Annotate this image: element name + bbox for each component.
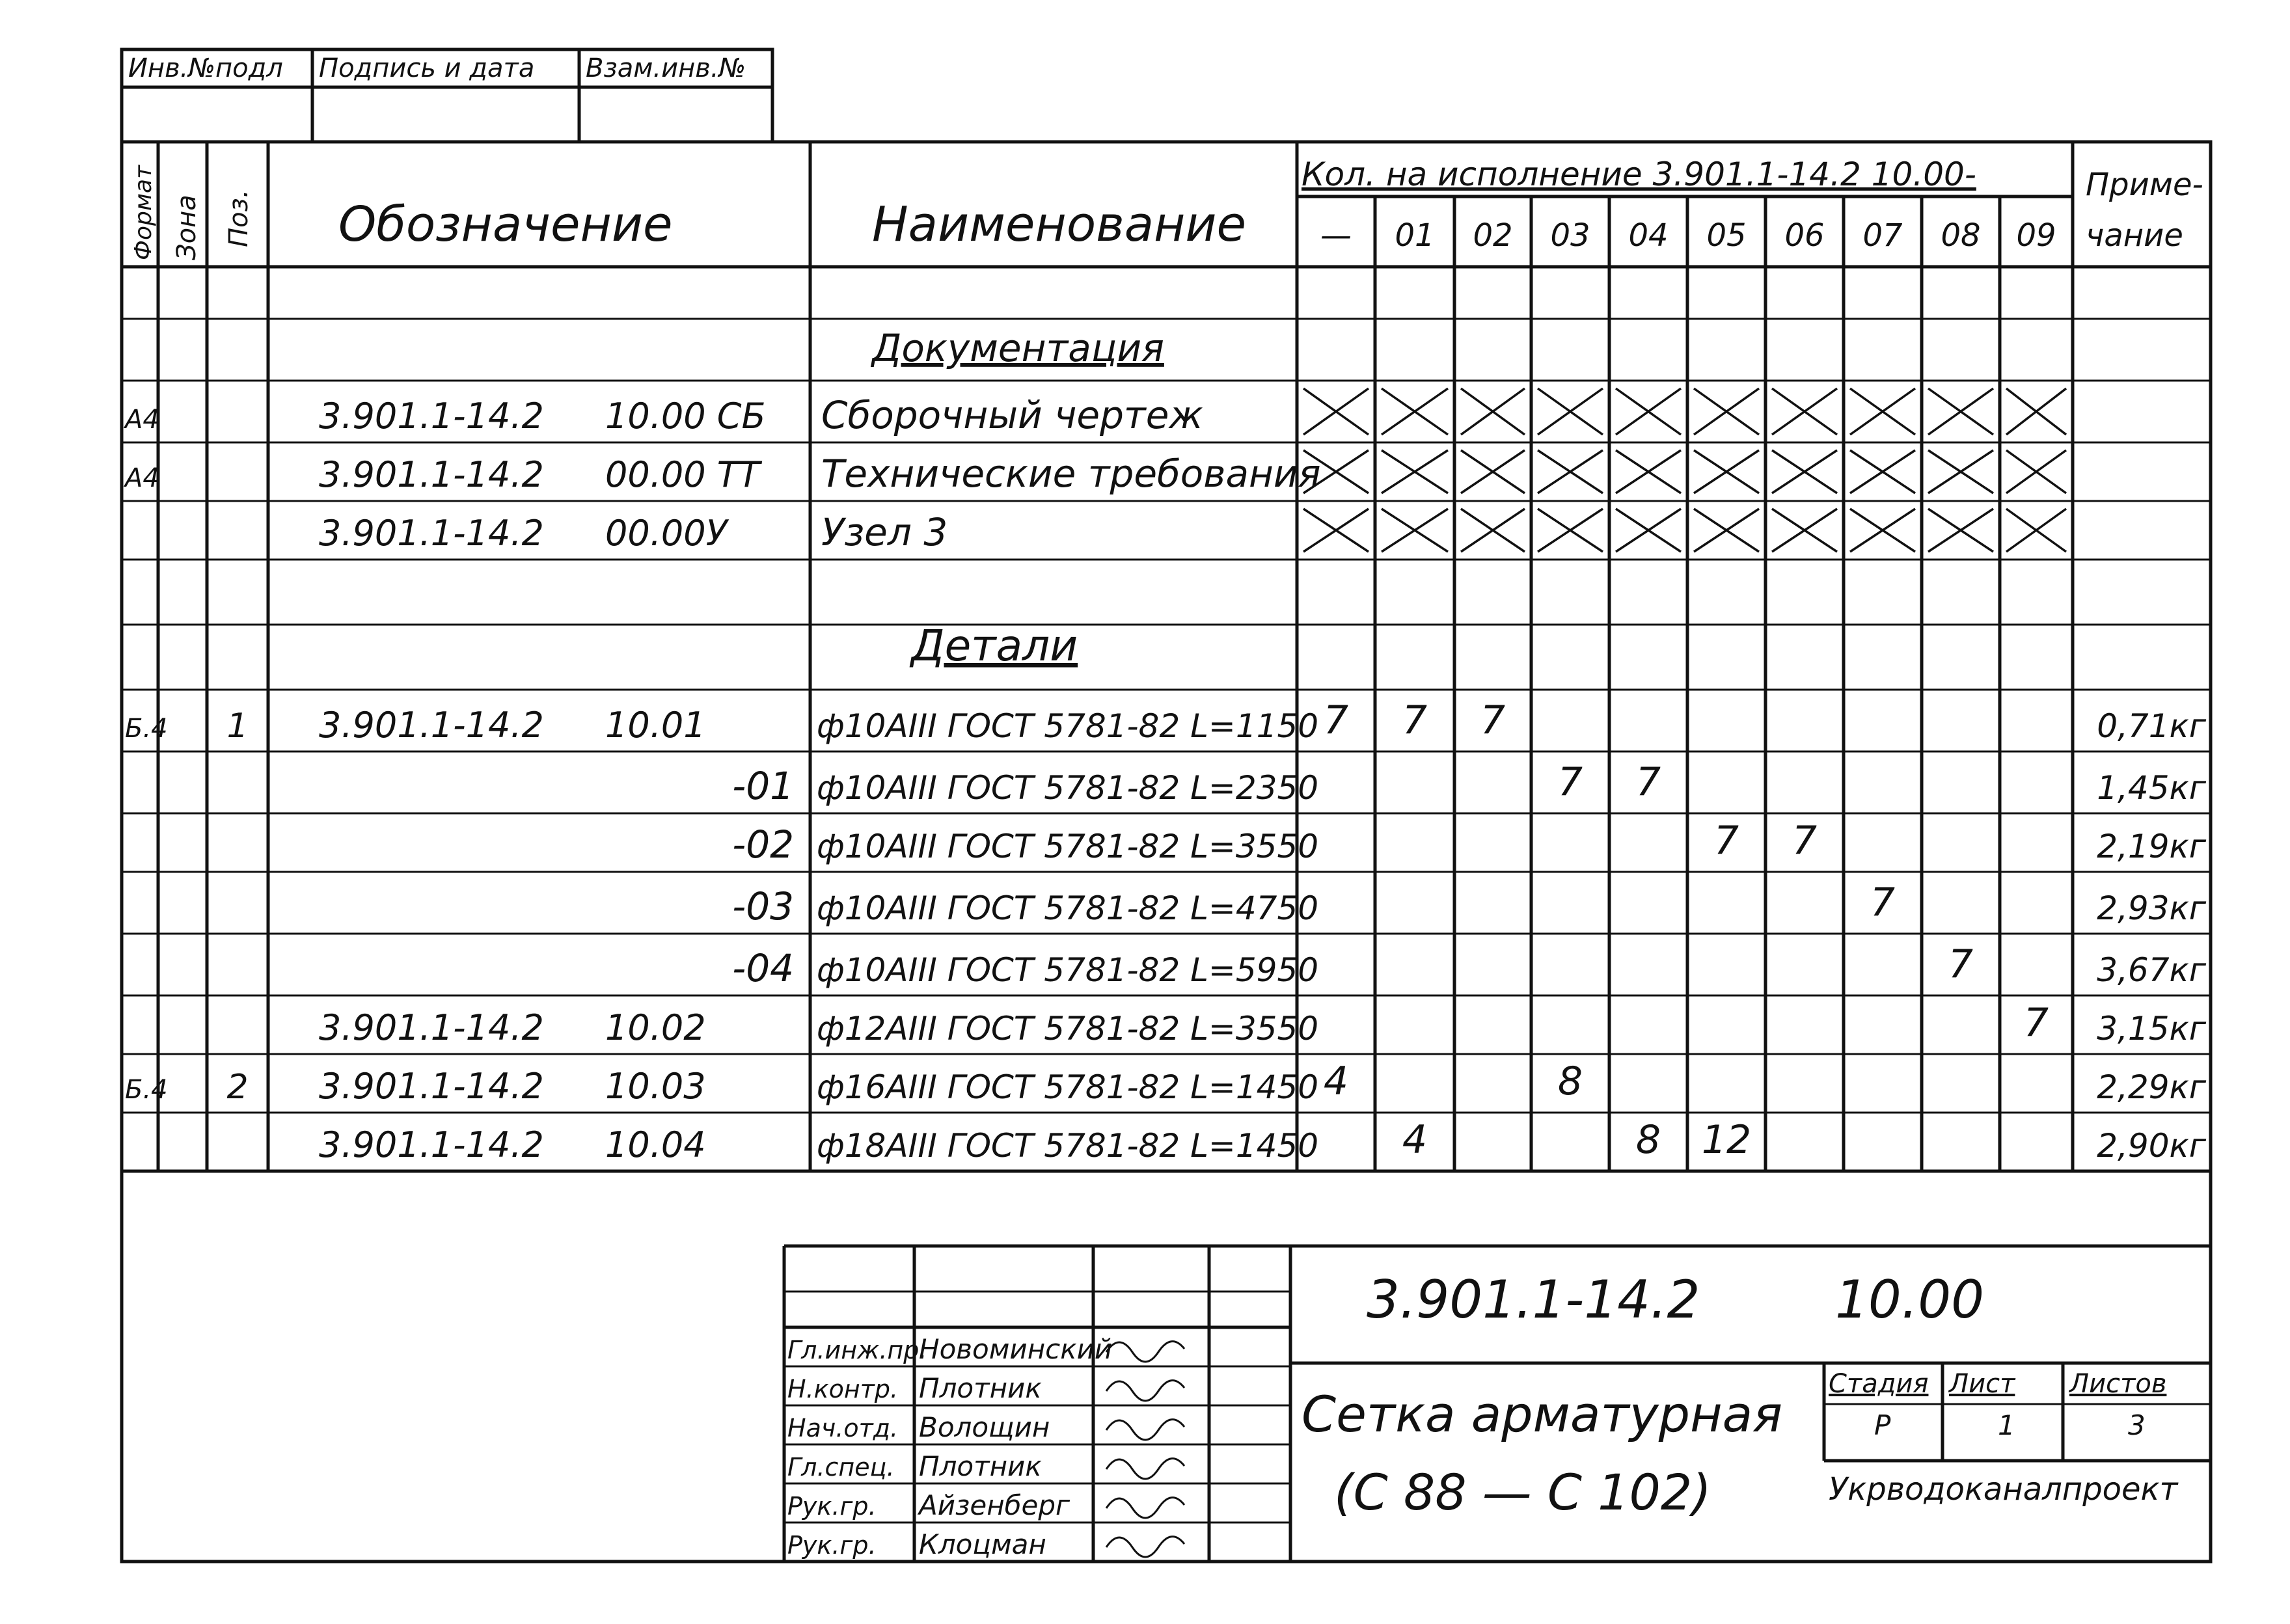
archive-stamp — [122, 49, 772, 142]
detail-mass: 2,90кг — [2097, 1127, 2206, 1165]
cross-mark — [1694, 450, 1759, 493]
cross-mark — [1928, 509, 1993, 552]
detail-pos: 2 — [226, 1068, 249, 1107]
cross-mark — [1616, 450, 1681, 493]
section-details: Детали — [911, 621, 1078, 671]
sheet-value: 1 — [1998, 1409, 2015, 1441]
qty-value: 7 — [1713, 818, 1739, 863]
header-designation: Обозначение — [338, 196, 673, 252]
header-name: Наименование — [872, 196, 1247, 252]
signer-role: Н.контр. — [787, 1375, 899, 1403]
doc-name: Технические требования — [821, 452, 1321, 496]
cross-mark — [1928, 388, 1993, 435]
header-pos: Поз. — [224, 189, 254, 247]
cross-mark — [1461, 450, 1525, 493]
detail-mass: 0,71кг — [2097, 707, 2206, 745]
organization: Укрводоканалпроект — [1829, 1471, 2178, 1508]
detail-format: Б.4 — [125, 1075, 168, 1105]
signer-name: Плотник — [919, 1450, 1042, 1482]
cross-mark — [2006, 450, 2066, 493]
detail-code: 10.01 — [605, 705, 706, 746]
detail-code: -02 — [732, 822, 794, 867]
signer-role: Гл.инж.пр. — [787, 1336, 927, 1364]
cross-mark — [1928, 450, 1993, 493]
sheet-label: Лист — [1949, 1369, 2015, 1399]
title-name-line1: Сетка арматурная — [1302, 1385, 1782, 1443]
sheets-label: Листов — [2069, 1369, 2167, 1399]
variant-label: 01 — [1395, 217, 1435, 254]
title-block — [784, 1246, 2211, 1562]
signer-name: Волощин — [919, 1411, 1050, 1443]
doc-designation: 3.901.1-14.2 — [319, 513, 544, 554]
cross-mark — [1616, 388, 1681, 435]
doc-name: Сборочный чертеж — [821, 393, 1203, 437]
detail-code: 10.04 — [605, 1124, 706, 1165]
variant-label: 03 — [1550, 217, 1590, 254]
qty-value: 7 — [2023, 1000, 2049, 1046]
qty-value: 4 — [1402, 1117, 1428, 1163]
detail-code: -01 — [732, 764, 794, 808]
variant-label: 07 — [1862, 217, 1903, 254]
variant-label: — — [1320, 217, 1352, 254]
cross-mark — [1616, 509, 1681, 552]
qty-value: 7 — [1323, 697, 1349, 743]
detail-name: ф10АIII ГОСТ 5781-82 L=4750 — [817, 889, 1319, 927]
detail-mass: 1,45кг — [2097, 769, 2206, 807]
signer-role: Нач.отд. — [787, 1414, 899, 1442]
qty-value: 4 — [1323, 1059, 1349, 1104]
variant-label: 02 — [1473, 217, 1513, 254]
doc-code: 00.00 ТТ — [605, 454, 760, 495]
detail-name: ф10АIII ГОСТ 5781-82 L=1150 — [817, 707, 1319, 745]
detail-code: -03 — [732, 884, 794, 928]
doc-format: А4 — [125, 405, 159, 435]
cross-mark — [1772, 509, 1837, 552]
header-qty-title: Кол. на исполнение 3.901.1-14.2 10.00- — [1302, 156, 1976, 193]
detail-name: ф12АIII ГОСТ 5781-82 L=3550 — [817, 1010, 1319, 1048]
variant-label: 05 — [1706, 217, 1747, 254]
cross-mark — [1850, 509, 1915, 552]
variant-label: 08 — [1941, 217, 1981, 254]
signer-name: Клоцман — [919, 1528, 1046, 1560]
qty-value: 7 — [1402, 697, 1428, 743]
detail-designation: 3.901.1-14.2 — [319, 1007, 544, 1048]
qty-value: 7 — [1480, 697, 1506, 743]
cross-mark — [1772, 450, 1837, 493]
detail-pos: 1 — [226, 707, 249, 746]
doc-designation: 3.901.1-14.2 — [319, 454, 544, 495]
signature — [1106, 1381, 1184, 1401]
doc-name: Узел 3 — [821, 510, 948, 554]
documentation-rows — [123, 393, 1321, 554]
qty-value: 7 — [1792, 818, 1818, 863]
signer-role: Гл.спец. — [787, 1453, 895, 1482]
signer-name: Новоминский — [919, 1333, 1113, 1365]
doc-code: 10.00 СБ — [605, 396, 766, 437]
title-name-line2: (С 88 — С 102) — [1334, 1463, 1711, 1521]
qty-value: 8 — [1557, 1059, 1583, 1104]
cross-mark — [1382, 509, 1448, 552]
detail-name: ф10АIII ГОСТ 5781-82 L=5950 — [817, 951, 1319, 989]
detail-mass: 3,67кг — [2097, 951, 2206, 989]
detail-designation: 3.901.1-14.2 — [319, 705, 544, 746]
qty-value: 7 — [1635, 759, 1661, 805]
cross-mark — [1772, 388, 1837, 435]
cross-mark — [1538, 450, 1603, 493]
signature — [1106, 1459, 1184, 1479]
detail-name: ф16АIII ГОСТ 5781-82 L=1450 — [817, 1068, 1319, 1106]
variant-label: 06 — [1784, 217, 1825, 254]
cross-mark — [2006, 388, 2066, 435]
detail-name: ф10АIII ГОСТ 5781-82 L=3550 — [817, 828, 1319, 865]
signer-name: Плотник — [919, 1372, 1042, 1404]
stamp-inv-label: Инв.№подл — [128, 53, 283, 83]
cross-mark — [1461, 388, 1525, 435]
doc-format: А4 — [125, 463, 159, 493]
detail-mass: 3,15кг — [2097, 1010, 2206, 1048]
cross-mark — [1303, 388, 1369, 435]
cross-mark — [1461, 509, 1525, 552]
stage-label: Стадия — [1829, 1369, 1929, 1399]
qty-value: 8 — [1635, 1117, 1661, 1163]
stamp-sign-label: Подпись и дата — [319, 53, 535, 83]
cross-mark — [1538, 388, 1603, 435]
header-note-1: Приме- — [2086, 167, 2203, 203]
stamp-replace-label: Взам.инв.№ — [586, 53, 746, 83]
signature — [1106, 1537, 1184, 1557]
signature — [1106, 1342, 1184, 1362]
detail-designation: 3.901.1-14.2 — [319, 1066, 544, 1107]
variant-label: 09 — [2016, 217, 2056, 254]
signature — [1106, 1498, 1184, 1518]
detail-mass: 2,93кг — [2097, 889, 2206, 927]
detail-format: Б.4 — [125, 714, 168, 744]
signer-role: Рук.гр. — [787, 1531, 877, 1560]
qty-value: 7 — [1557, 759, 1583, 805]
sheets-value: 3 — [2128, 1409, 2146, 1441]
cross-mark — [1850, 388, 1915, 435]
cross-mark — [1382, 450, 1448, 493]
detail-designation: 3.901.1-14.2 — [319, 1124, 544, 1165]
cross-mark — [1694, 388, 1759, 435]
signer-name: Айзенберг — [919, 1489, 1070, 1521]
doc-designation: 3.901.1-14.2 — [319, 396, 544, 437]
variant-label: 04 — [1628, 217, 1669, 254]
qty-value: 7 — [1948, 941, 1974, 987]
cross-mark — [1850, 450, 1915, 493]
header-zone: Зона — [172, 195, 202, 260]
header-note-2: чание — [2086, 217, 2183, 254]
cross-mark — [1538, 509, 1603, 552]
cross-mark — [1694, 509, 1759, 552]
section-documentation: Документация — [872, 326, 1164, 370]
doc-code: 00.00У — [605, 513, 728, 554]
qty-value: 7 — [1870, 880, 1896, 925]
detail-name: ф18АIII ГОСТ 5781-82 L=1450 — [817, 1127, 1319, 1165]
signer-role: Рук.гр. — [787, 1492, 877, 1521]
cross-mark — [1382, 388, 1448, 435]
cross-mark — [2006, 509, 2066, 552]
qty-value: 12 — [1701, 1117, 1752, 1163]
stage-value: Р — [1874, 1409, 1891, 1441]
cross-mark — [1303, 509, 1369, 552]
detail-rows — [125, 697, 2207, 1165]
detail-name: ф10АIII ГОСТ 5781-82 L=2350 — [817, 769, 1319, 807]
spec-table-header — [130, 156, 2203, 260]
title-doc-code: 10.00 — [1835, 1269, 1985, 1330]
detail-mass: 2,29кг — [2097, 1068, 2206, 1106]
detail-mass: 2,19кг — [2097, 828, 2206, 865]
header-format: Формат — [130, 165, 157, 260]
detail-code: 10.03 — [605, 1066, 706, 1107]
signature — [1106, 1420, 1184, 1440]
detail-code: 10.02 — [605, 1007, 706, 1048]
detail-code: -04 — [732, 946, 794, 990]
title-doc-number: 3.901.1-14.2 — [1367, 1269, 1700, 1330]
not-applicable-marks — [1303, 388, 2066, 552]
